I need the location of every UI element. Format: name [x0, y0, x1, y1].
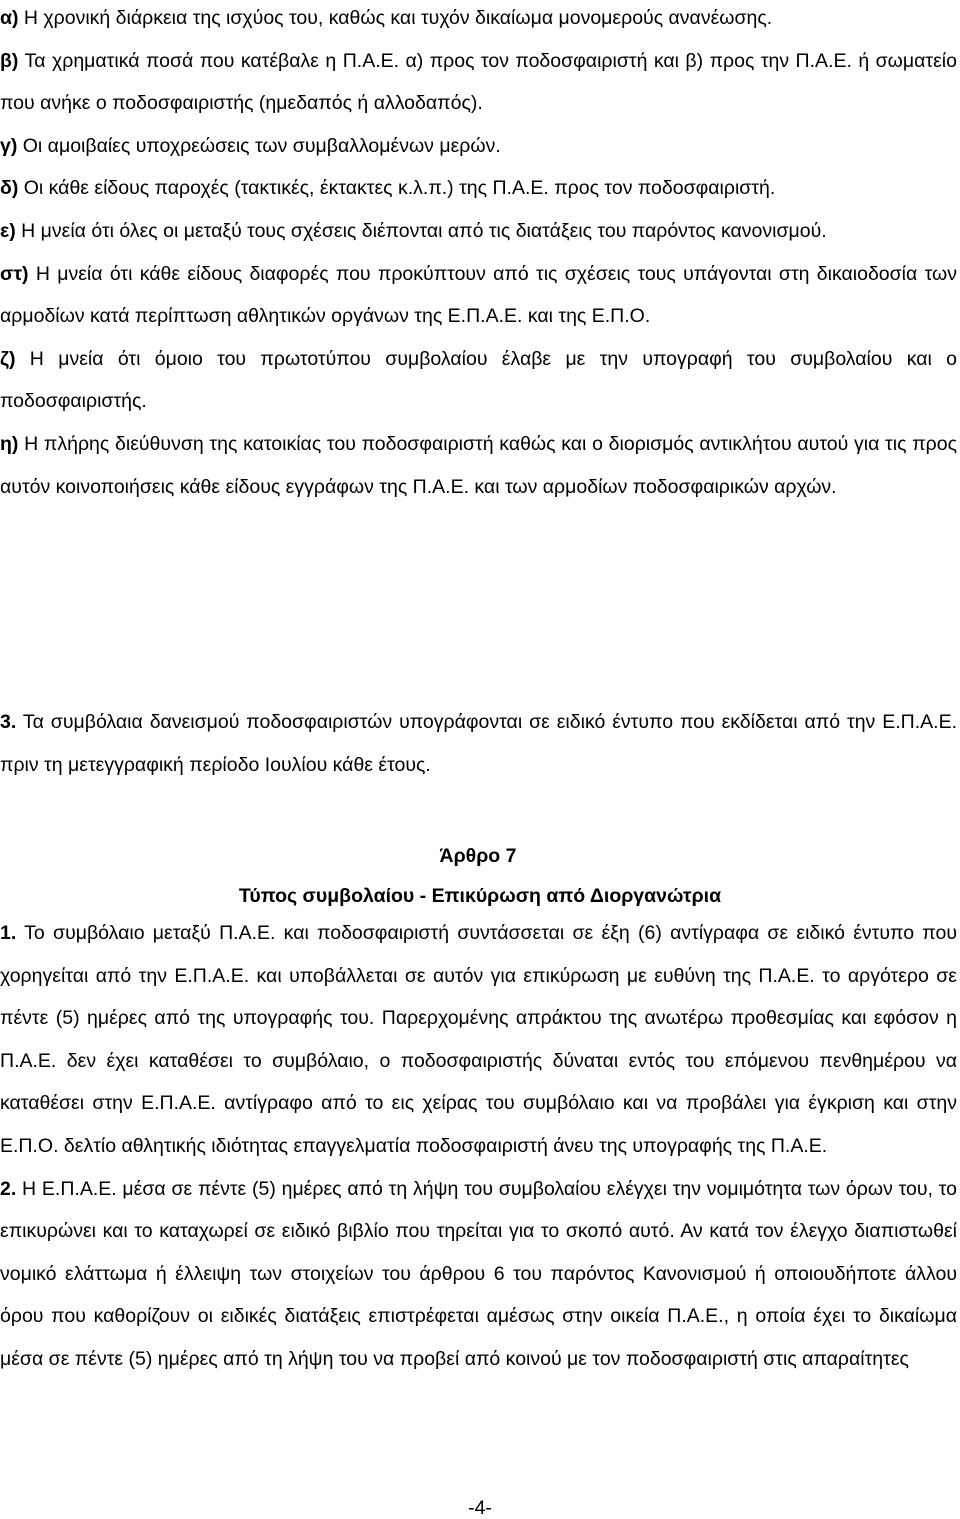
paragraph-3 — [0, 701, 957, 786]
paragraph — [0, 1168, 957, 1381]
item-text: Η χρονική διάρκεια της ισχύος του, καθώς και τυχόν δικαίωμα μονομερούς ανανέωσης. — [18, 7, 773, 29]
item-marker: β) — [0, 49, 19, 72]
paragraph-text: Το συμβόλαιο μεταξύ Π.Α.Ε. και ποδοσφαιριστή συντάσσεται σε έξη (6) αντίγραφα σε ειδικό έντυπο που χορηγείται από την Ε.Π.Α.Ε. και υποβάλλεται σε αυτόν για επικύρωση με ευθύνη της Π.Α.Ε. το αργότερο σε πέντε (5) ημέρες από της υπογραφής του. Παρερχομένης απράκτου της ανωτέρω προθεσμίας και εφόσον η Π.Α.Ε. δεν έχει καταθέσει το συμβόλαιο, ο ποδοσφαιριστής δύναται εντός του επόμενου πενθημέρου να καταθέσει στην Ε.Π.Α.Ε. αντίγραφο από το εις χείρας του συμβόλαιο και να προβάλει για έγκριση και στην Ε.Π.Ο. δελτίο αθλητικής ιδιότητας επαγγελματία ποδοσφαιριστή άνευ της υπογραφής της Π.Α.Ε. — [0, 922, 957, 1157]
item-marker: γ) — [0, 134, 18, 157]
paragraph-marker: 2. — [0, 1177, 17, 1200]
article-body — [0, 912, 957, 1381]
item-text: Οι αμοιβαίες υποχρεώσεις των συμβαλλομένων μερών. — [17, 134, 501, 157]
article-number: Άρθρο 7 — [439, 845, 517, 867]
paragraph-text: Τα συμβόλαια δανεισμού ποδοσφαιριστών υπογράφονται σε ειδικό έντυπο που εκδίδεται από την Ε.Π.Α.Ε. πριν τη μετεγγραφική περίοδο Ιουλίου κάθε έτους. — [0, 711, 957, 776]
list-item — [0, 0, 957, 40]
item-text: Η μνεία ότι κάθε είδους διαφορές που προκύπτουν από τις σχέσεις τους υπάγονται στη δικαιοδοσία των αρμοδίων κατά περίπτωση αθλητικών οργάνων της Ε.Π.Α.Ε. και της Ε.Π.Ο. — [0, 262, 957, 328]
item-marker: δ) — [0, 177, 19, 200]
item-text: Τα χρηματικά ποσά που κατέβαλε η Π.Α.Ε. α) προς τον ποδοσφαιριστή και β) προς την Π.Α.Ε. ή σωματείο που ανήκε ο ποδοσφαιριστής (ημεδαπός ή αλλοδαπός). — [0, 49, 957, 115]
paragraph-text: Η Ε.Π.Α.Ε. μέσα σε πέντε (5) ημέρες από τη λήψη του συμβολαίου ελέγχει την νομιμότητα των όρων του, το επικυρώνει και το καταχωρεί σε ειδικό βιβλίο που τηρείται για το σκοπό αυτό. Αν κατά τον έλεγχο διαπιστωθεί νομικό ελάττωμα ή έλλειψη των στοιχείων του άρθρου 6 του παρόντος Κανονισμού ή οποιουδήποτε άλλου όρου που καθορίζουν οι ειδικές διατάξεις επιστρέφεται αμέσως στην οικεία Π.Α.Ε., η οποία έχει το δικαίωμα μέσα σε πέντε (5) ημέρες από τη λήψη του να προβεί από κοινού με τον ποδοσφαιριστή στις απαραίτητες — [0, 1177, 957, 1370]
list-item — [0, 338, 957, 423]
item-text: Οι κάθε είδους παροχές (τακτικές, έκτακτες κ.λ.π.) της Π.Α.Ε. προς τον ποδοσφαιριστή. — [18, 177, 776, 200]
contract-terms-list — [0, 0, 957, 508]
list-item — [0, 40, 957, 125]
item-marker: στ) — [0, 262, 29, 285]
paragraph — [0, 701, 957, 786]
page-number: -4- — [468, 1497, 492, 1519]
item-text: Η μνεία ότι όμοιο του πρωτοτύπου συμβολαίου έλαβε με την υπογραφή του συμβολαίου και ο ποδοσφαιριστής. — [0, 347, 957, 413]
item-marker: ε) — [0, 219, 16, 242]
item-text: Η πλήρης διεύθυνση της κατοικίας του ποδοσφαιριστή καθώς και ο διορισμός αντικλήτου αυτού για τις προς αυτόν κοινοποιήσεις κάθε είδους εγγράφων της Π.Α.Ε. και των αρμοδίων ποδοσφαιρικών αρχών. — [0, 432, 957, 498]
list-item — [0, 167, 957, 210]
item-marker: ζ) — [0, 347, 16, 370]
item-marker: α) — [0, 7, 19, 29]
paragraph-marker: 1. — [0, 922, 17, 944]
article-title: Τύπος συμβολαίου - Επικύρωση από Διοργανώτρια — [238, 885, 722, 907]
item-marker: η) — [0, 432, 19, 455]
list-item — [0, 253, 957, 338]
paragraph — [0, 912, 957, 1168]
item-text: Η μνεία ότι όλες οι μεταξύ τους σχέσεις διέπονται από τις διατάξεις του παρόντος κανονισμού. — [15, 219, 827, 242]
list-item — [0, 125, 957, 168]
paragraph-marker: 3. — [0, 711, 17, 733]
list-item — [0, 210, 957, 253]
list-item — [0, 423, 957, 508]
